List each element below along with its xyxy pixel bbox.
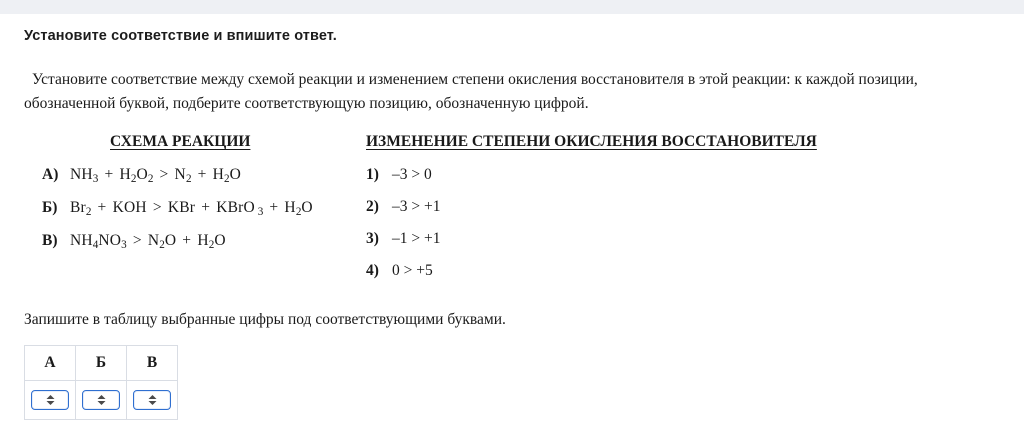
answer-table: [24, 345, 178, 420]
list-item-marker: 1): [366, 166, 379, 183]
stepper-arrows-icon: [46, 393, 55, 407]
answer-cell-a: [25, 381, 76, 420]
column-header-oxidation-change: ИЗМЕНЕНИЕ СТЕПЕНИ ОКИСЛЕНИЯ ВОССТАНОВИТЕЛЯ: [366, 133, 817, 150]
answer-stepper-v[interactable]: [133, 390, 171, 410]
list-item: [42, 166, 313, 199]
list-item-marker: 4): [366, 262, 379, 279]
list-item-label: 0 > +5: [392, 262, 433, 279]
task-instruction: Установите соответствие между схемой реакции и изменением степени окисления восстановителя в этой реакции: к каждой позиции, обозначенной буквой, подберите соответствующую позицию, обозначенную цифрой.: [24, 71, 918, 112]
list-item: [366, 262, 440, 294]
list-item-marker: В): [42, 232, 58, 249]
list-item: [42, 199, 313, 232]
table-header-cell-b: Б: [76, 346, 127, 381]
table-header-row: [25, 346, 178, 381]
list-item-label: –3 > +1: [392, 198, 441, 215]
table-header-cell-v: В: [127, 346, 178, 381]
list-item: [42, 232, 313, 265]
table-row: [25, 381, 178, 420]
stepper-arrows-icon: [97, 393, 106, 407]
list-item-marker: 2): [366, 198, 379, 215]
answer-cell-v: [127, 381, 178, 420]
list-item-label: –3 > 0: [392, 166, 432, 183]
answer-note: Запишите в таблицу выбранные цифры под соответствующими буквами.: [24, 311, 506, 328]
list-item: [366, 230, 440, 262]
column-header-reaction-scheme: СХЕМА РЕАКЦИИ: [110, 133, 251, 150]
list-item: [366, 166, 440, 198]
oxidation-change-list: [366, 166, 440, 294]
list-item-marker: А): [42, 166, 59, 183]
list-item-marker: Б): [42, 199, 58, 216]
list-item-marker: 3): [366, 230, 379, 247]
answer-cell-b: [76, 381, 127, 420]
stepper-arrows-icon: [148, 393, 157, 407]
list-item-formula: $NH_3 + H_2O_2 > N_2 + H_2O$: [70, 166, 241, 186]
list-item-formula: $Br_2$ + KOH > KBr + KBrO $_3 + H_2O$: [70, 199, 313, 219]
page-title: Установите соответствие и впишите ответ.: [24, 28, 337, 44]
reaction-scheme-list: [42, 166, 313, 265]
list-item-label: –1 > +1: [392, 230, 441, 247]
list-item: [366, 198, 440, 230]
answer-stepper-a[interactable]: [31, 390, 69, 410]
table-header-cell-a: А: [25, 346, 76, 381]
task-page: [0, 14, 1024, 433]
list-item-formula: $NH_4NO_3 > N_2O + H_2O$: [70, 232, 226, 252]
browser-top-strip: [0, 0, 1024, 15]
answer-stepper-b[interactable]: [82, 390, 120, 410]
